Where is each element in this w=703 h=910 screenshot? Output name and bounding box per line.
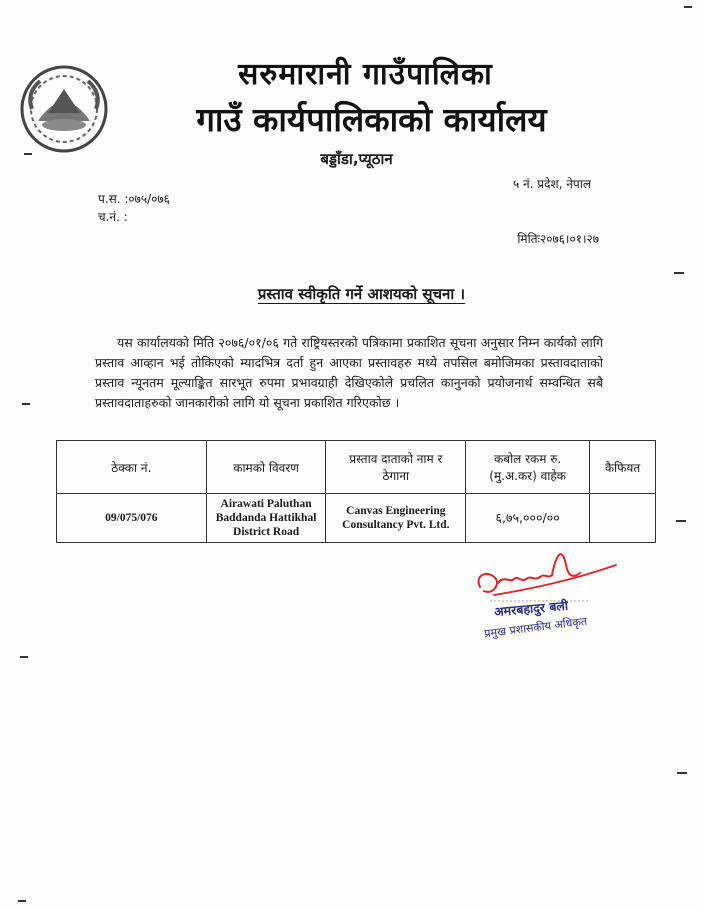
margin-mark <box>674 272 684 274</box>
header-bidder-line1: प्रस्ताव दाताको नाम र <box>349 452 443 466</box>
signatory-designation: प्रमुख प्रशासकीय अधिकृत <box>483 614 588 641</box>
cell-description-line2: Baddanda Hattikhal <box>215 512 317 524</box>
cell-description-line3: District Road <box>233 526 300 538</box>
header-contract-no: ठेक्का नं. <box>57 441 207 494</box>
fiscal-year-ref: प.स. :०७५/०७६ <box>98 192 170 206</box>
municipality-name: सरुमारानी गाउँपालिका <box>238 57 493 92</box>
notice-heading <box>0 284 703 304</box>
notice-date: मितिः२०७६।०१।२७ <box>517 232 599 246</box>
header-remarks: कैफियत <box>590 441 656 494</box>
header-amount <box>466 441 590 494</box>
dispatch-number: च.नं. : <box>98 210 128 224</box>
header-amount-line2: (मु.अ.कर) वाहेक <box>489 469 566 483</box>
province-line: ५ नं. प्रदेश, नेपाल <box>512 177 591 191</box>
margin-mark <box>684 6 692 8</box>
table-header-row <box>57 441 656 494</box>
margin-mark <box>20 656 28 658</box>
notice-heading-text: प्रस्ताव स्वीकृति गर्ने आशयको सूचना । <box>257 285 466 303</box>
bid-table <box>56 440 656 543</box>
signatory-name: अमरबहादुर बली <box>493 597 569 620</box>
cell-contract-no: 09/075/076 <box>57 494 207 543</box>
office-address: बड्डाँडा,प्यूठान <box>320 150 393 168</box>
margin-mark <box>677 772 687 774</box>
header-description: कामको विवरण <box>206 441 326 494</box>
margin-mark <box>676 520 686 522</box>
margin-mark <box>24 153 32 155</box>
cell-amount: ६,७५,०००/०० <box>466 494 590 543</box>
cell-bidder-line1: Canvas Engineering <box>346 505 446 517</box>
office-name: गाउँ कार्यपालिकाको कार्यालय <box>196 100 547 139</box>
header-bidder-line2: ठेगाना <box>382 469 410 483</box>
margin-mark <box>18 900 26 902</box>
margin-mark <box>22 403 30 405</box>
cell-description-line1: Airawati Paluthan <box>220 498 312 510</box>
header-bidder <box>326 441 466 494</box>
header-amount-line1: कबोल रकम रु. <box>494 452 562 466</box>
cell-bidder <box>326 494 466 543</box>
cell-bidder-line2: Consultancy Pvt. Ltd. <box>342 519 450 531</box>
notice-body: यस कार्यालयको मिति २०७६/०१/०६ गते राष्ट्रियस्तरको पत्रिकामा प्रकाशित सूचना अनुसार निम्न कार्यको लागि प्रस्ताव आव्हान भई तोकिएको म्यादभित्र दर्ता हुन आएका प्रस्तावहरु मध्ये तपसिल बमोजिमका प्रस्तावदाताको प्रस्ताव न्यूनतम मूल्याङ्कित सारभूत रुपमा प्रभावग्राही देखिएकोले प्रचलित कानुनको प्रयोजनार्थ सम्वन्धित सबै प्रस्तावदाताहरुको जानकारीको लागि यो सूचना प्रकाशित गरिएकोछ । <box>95 335 603 410</box>
cell-description <box>206 494 326 543</box>
